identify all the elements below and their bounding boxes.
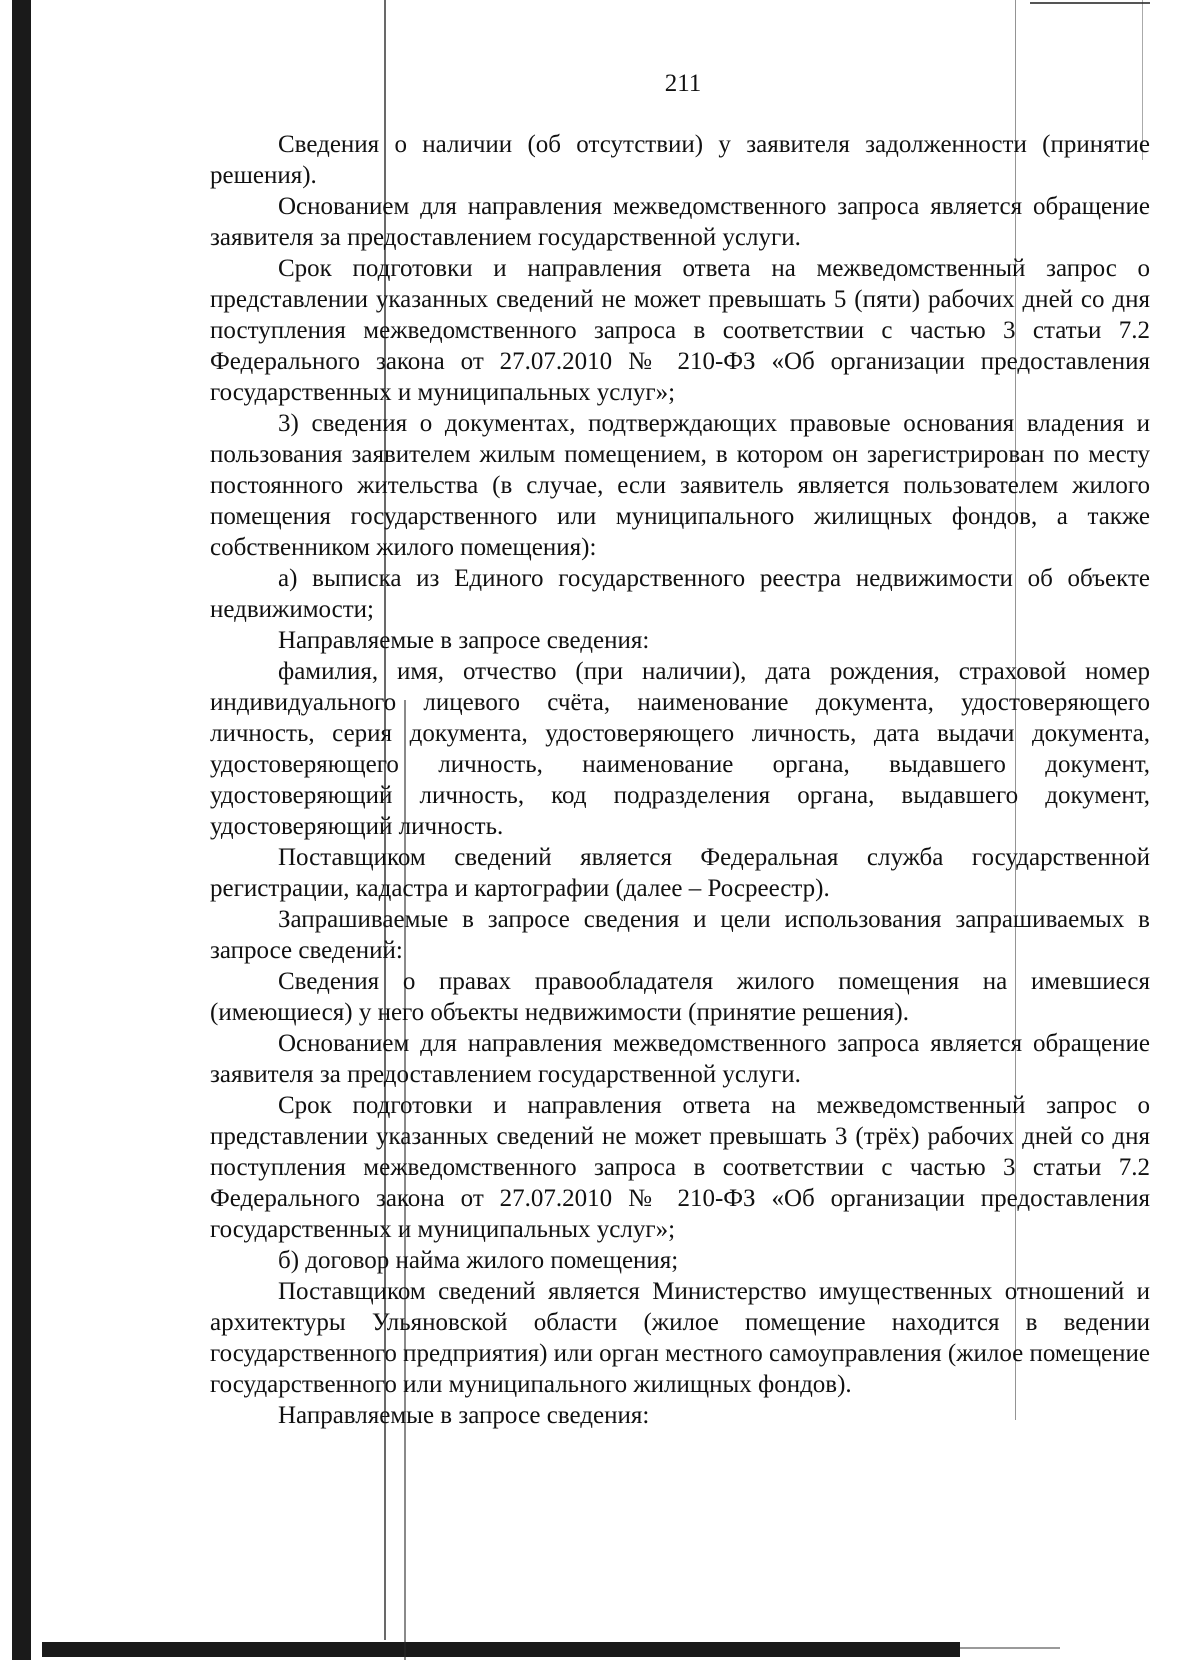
scan-edge-bottom	[42, 1642, 960, 1657]
paragraph: Сведения о наличии (об отсутствии) у заявителя задолженности (принятие решения).	[210, 131, 1150, 189]
paragraph: Поставщиком сведений является Министерство имущественных отношений и архитектуры Ульяновской области (жилое помещение находится в ведении государственного предприятия) или орган местного самоуправления (жилое помещение государственного или муниципального жилищных фондов).	[210, 1278, 1150, 1398]
paragraph: Направляемые в запросе сведения:	[278, 627, 650, 654]
paragraph: а) выписка из Единого государственного реестра недвижимости об объекте недвижимости;	[210, 565, 1150, 623]
paragraph: Поставщиком сведений является Федеральная служба государственной регистрации, кадастра и картографии (далее – Росреестр).	[210, 844, 1150, 902]
paragraph: б) договор найма жилого помещения;	[278, 1247, 679, 1274]
paragraph: Основанием для направления межведомственного запроса является обращение заявителя за предоставлением государственной услуги.	[210, 193, 1150, 251]
scan-top-rule	[1030, 2, 1150, 4]
paragraph: Направляемые в запросе сведения:	[278, 1402, 650, 1429]
paragraph: 3) сведения о документах, подтверждающих правовые основания владения и пользования заявителем жилым помещением, в котором он зарегистрирован по месту постоянного жительства (в случае, если заявитель является пользователем жилого помещения государственного или муниципального жилищных фондов, а также собственником жилого помещения):	[210, 410, 1150, 561]
scan-edge-bottom-thin	[960, 1647, 1060, 1649]
paragraph: фамилия, имя, отчество (при наличии), дата рождения, страховой номер индивидуального лицевого счёта, наименование документа, удостоверяющего личность, серия документа, удостоверяющего личность, дата выдачи документа, удостоверяющего личность, наименование органа, выдавшего документ, удостоверяющий личность, код подразделения органа, выдавшего документ, удостоверяющий личность.	[210, 658, 1150, 840]
paragraph: Срок подготовки и направления ответа на межведомственный запрос о представлении указанных сведений не может превышать 3 (трёх) рабочих дней со дня поступления межведомственного запроса в соответствии с частью 3 статьи 7.2 Федерального закона от 27.07.2010 № 210-ФЗ «Об организации предоставления государственных и муниципальных услуг»;	[210, 1092, 1150, 1243]
paragraph: Основанием для направления межведомственного запроса является обращение заявителя за предоставлением государственной услуги.	[210, 1030, 1150, 1088]
document-body	[210, 129, 1150, 1431]
paragraph: Запрашиваемые в запросе сведения и цели использования запрашиваемых в запросе сведений:	[210, 906, 1150, 964]
paragraph: Сведения о правах правообладателя жилого помещения на имевшиеся (имеющиеся) у него объекты недвижимости (принятие решения).	[210, 968, 1150, 1026]
scan-edge-left	[12, 0, 31, 1660]
paragraph: Срок подготовки и направления ответа на межведомственный запрос о представлении указанных сведений не может превышать 5 (пяти) рабочих дней со дня поступления межведомственного запроса в соответствии с частью 3 статьи 7.2 Федерального закона от 27.07.2010 № 210-ФЗ «Об организации предоставления государственных и муниципальных услуг»;	[210, 255, 1150, 406]
page-number: 211	[664, 70, 702, 97]
